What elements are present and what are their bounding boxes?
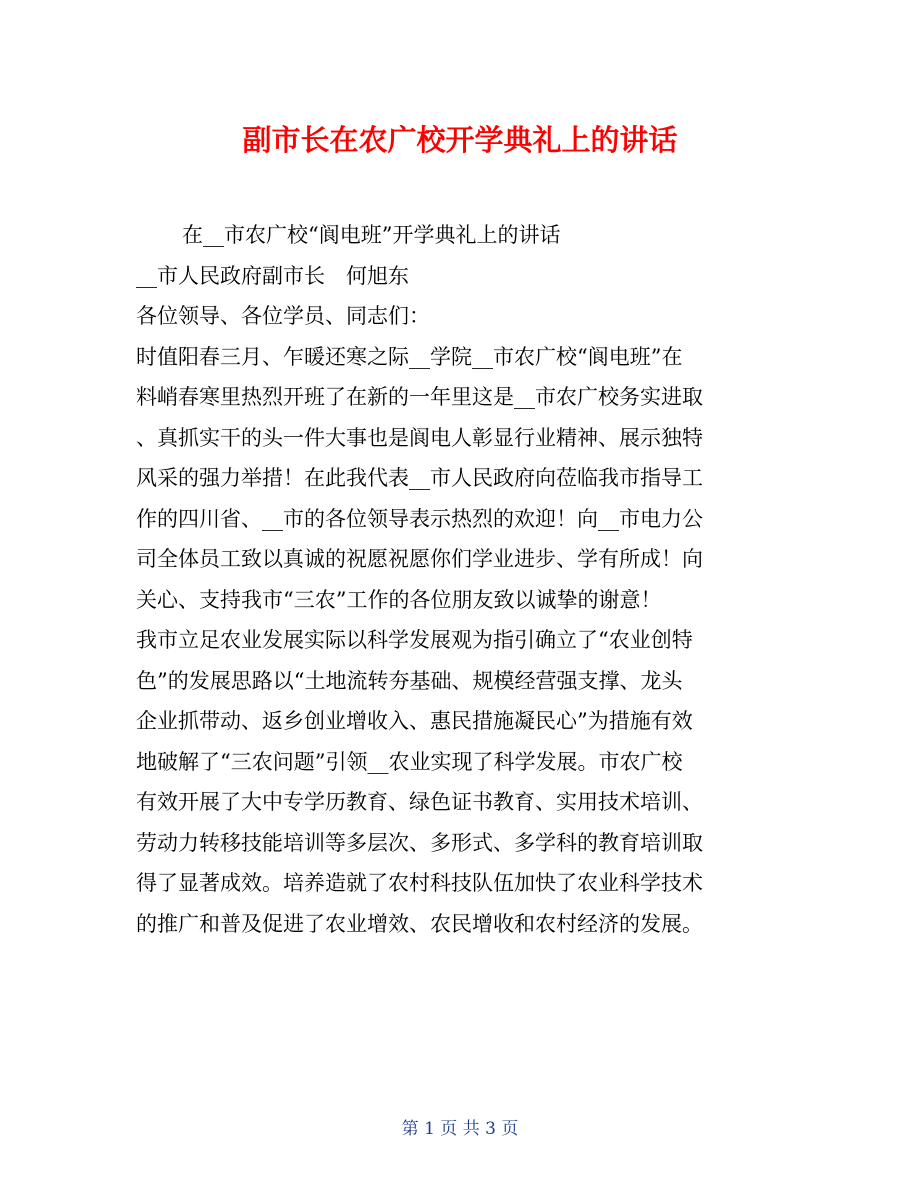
body-line: 劳动力转移技能培训等多层次、多形式、多学科的教育培训取 <box>136 830 703 855</box>
body-line: 的推广和普及促进了农业增效、农民增收和农村经济的发展。 <box>136 911 703 936</box>
body-line: 有效开展了大中专学历教育、绿色证书教育、实用技术培训、 <box>136 790 703 814</box>
body-line: 关心、支持我市“三农”工作的各位朋友致以诚挚的谢意！ <box>136 587 662 612</box>
body-line: 得了显著成效。培养造就了农村科技队伍加快了农业科学技术 <box>136 871 703 895</box>
document-body <box>136 215 796 944</box>
page-number-footer: 第 1 页 共 3 页 <box>401 1119 519 1139</box>
body-line: 料峭春寒里热烈开班了在新的一年里这是__市农广校务实进取 <box>136 385 703 409</box>
speaker-line: __市人民政府副市长 何旭东 <box>136 263 409 288</box>
body-line: 风采的强力举措！在此我代表__市人民政府向莅临我市指导工 <box>136 466 703 490</box>
body-line: 色”的发展思路以“土地流转夯基础、规模经营强支撑、龙头 <box>136 668 683 693</box>
body-line: 地破解了“三农问题”引领__农业实现了科学发展。市农广校 <box>136 749 683 774</box>
document-title: 副市长在农广校开学典礼上的讲话 <box>242 123 678 157</box>
body-line: 作的四川省、__市的各位领导表示热烈的欢迎！向__市电力公 <box>136 506 703 531</box>
body-line: 、真抓实干的头一件大事也是阆电人彰显行业精神、展示独特 <box>136 425 703 450</box>
body-line: 时值阳春三月、乍暖还寒之际__学院__市农广校“阆电班”在 <box>136 344 683 369</box>
body-line: 我市立足农业发展实际以科学发展观为指引确立了“农业创特 <box>136 628 693 652</box>
salutation-line: 各位领导、各位学员、同志们： <box>136 304 430 328</box>
body-line: 企业抓带动、返乡创业增收入、惠民措施凝民心”为措施有效 <box>136 709 693 733</box>
body-line: 司全体员工致以真诚的祝愿祝愿你们学业进步、学有所成！向 <box>136 547 703 571</box>
speech-heading: 在__市农广校“阆电班”开学典礼上的讲话 <box>182 223 561 247</box>
